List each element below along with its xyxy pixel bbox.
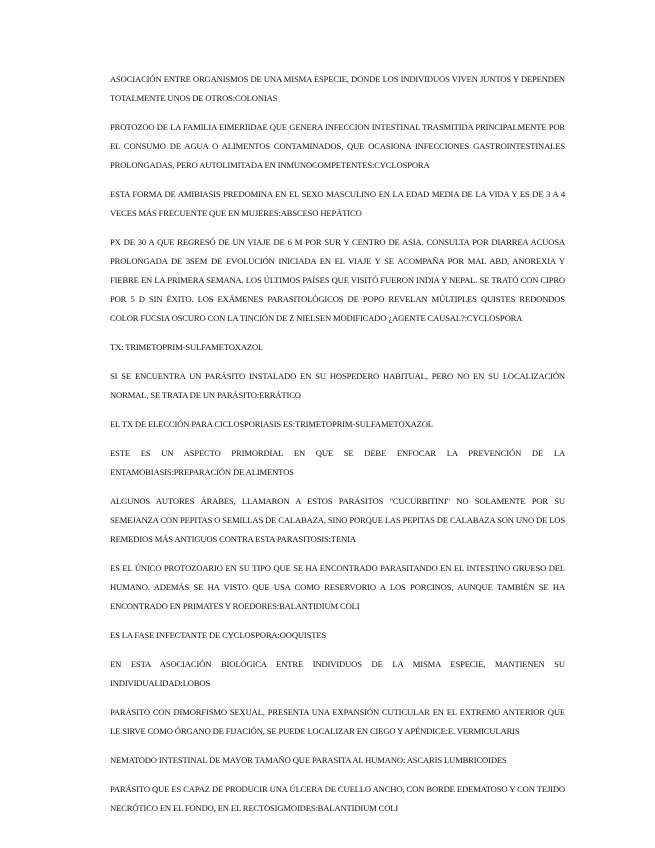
paragraph-prevencion: ESTE ES UN ASPECTO PRIMORDIAL EN QUE SE DEBE ENFOCAR LA PREVENCIÓN DE LA ENTAMOBIASIS:PREPARACIÓN DE ALIMENTOS xyxy=(110,448,565,477)
paragraph-cyclospora-family: PROTOZOO DE LA FAMILIA EIMERIIDAE QUE GENERA INFECCION INTESTINAL TRASMITIDA PRINCIPALMENTE POR EL CONSUMO DE AGUA O ALIMENTOS CONTAMINADOS, QUE OCASIONA INFECCIONES GASTROINTESTINALES PROLONGADAS, PERO AUTOLIMITADA EN INMUNOCOMPETENTES:CYCLOSPORA xyxy=(110,122,565,170)
paragraph-treatment: TX: TRIMETOPRIM-SULFAMETOXAZOL xyxy=(110,342,264,352)
paragraph-clinical-case: PX DE 30 A QUE REGRESÓ DE UN VIAJE DE 6 M POR SUR Y CENTRO DE ASIA. CONSULTA POR DIARREA ACUOSA PROLONGADA DE 3SEM DE EVOLUCIÓN INICIADA EN EL VIAJE Y SE ACOMPAÑA POR MAL ABD, ANOREXIA Y FIEBRE EN LA PRIMERA SEMANA. LOS ÚLTIMOS PAÍSES QUE VISITÓ FUERON INDIA Y NEPAL. SE TRATÓ CON CIPRO POR 5 D SIN ÉXITO. LOS EXÁMENES PARASITOLÓGICOS DE POPO REVELAN MÚLTIPLES QUISTES REDONDOS COLOR FUCSIA OSCURO CON LA TINCIÓN DE Z NIELSEN MODIFICADO ¿AGENTE CAUSAL?:CYCLOSPORA xyxy=(110,237,565,323)
paragraph-ciclosporiasis-tx: EL TX DE ELECCIÓN PARA CICLOSPORIASIS ES:TRIMETOPRIM-SULFAMETOXAZOL xyxy=(110,419,433,429)
paragraph-lobos: EN ESTA ASOCIACIÓN BIOLÓGICA ENTRE INDIVIDUOS DE LA MISMA ESPECIE, MANTIENEN SU INDIVIDUALIDAD:LOBOS xyxy=(110,659,565,688)
paragraph-vermicularis: PARÁSITO CON DIMORFISMO SEXUAL, PRESENTA UNA EXPANSIÓN CUTICULAR EN EL EXTREMO ANTERIOR QUE LE SIRVE COMO ÓRGANO DE FIJACIÓN, SE PUEDE LOCALIZAR EN CIEGO Y APÉNDICE:E. VERMICULARIS xyxy=(110,707,565,736)
paragraph-colonias: ASOCIACIÓN ENTRE ORGANISMOS DE UNA MISMA ESPECIE, DONDE LOS INDIVIDUOS VIVEN JUNTOS Y DEPENDEN TOTALMENTE UNOS DE OTROS:COLONIAS xyxy=(110,74,565,103)
paragraph-tenia: ALGUNOS AUTORES ÁRABES, LLAMARON A ESTOS PARÁSITOS "CUCURBITINI" NO SOLAMENTE POR SU SEMEJANZA CON PEPITAS O SEMILLAS DE CALABAZA, SINO PORQUE LAS PEPITAS DE CALABAZA SON UNO DE LOS REMEDIOS MÁS ANTIGUOS CONTRA ESTA PARASITOSIS:TENIA xyxy=(110,496,565,544)
paragraph-balantidium-ulcera: PARÁSITO QUE ES CAPAZ DE PRODUCIR UNA ÚLCERA DE CUELLO ANCHO, CON BORDE EDEMATOSO Y CON TEJIDO NECRÓTICO EN EL FONDO, EN EL RECTOSIGMOIDES:BALANTIDIUM COLI xyxy=(110,784,565,813)
document-page xyxy=(110,70,565,828)
paragraph-balantidium-reservorio: ES EL ÚNICO PROTOZOARIO EN SU TIPO QUE SE HA ENCONTRADO PARASITANDO EN EL INTESTINO GRUESO DEL HUMANO. ADEMÁS SE HA VISTO QUE USA COMO RESERVORIO A LOS PORCINOS, AUNQUE TAMBIÉN SE HA ENCONTRADO EN PRIMATES Y ROEDORES:BALANTIDIUM COLI xyxy=(110,563,565,611)
paragraph-ooquistes: ES LA FASE INFECTANTE DE CYCLOSPORA:OOQUISTES xyxy=(110,630,327,640)
paragraph-erratico: SI SE ENCUENTRA UN PARÁSITO INSTALADO EN SU HOSPEDERO HABITUAL, PERO NO EN SU LOCALIZACIÓN NORMAL, SE TRATA DE UN PARÁSITO:ERRÁTICO xyxy=(110,371,565,400)
paragraph-absceso-hepatico: ESTA FORMA DE AMIBIASIS PREDOMINA EN EL SEXO MASCULINO EN LA EDAD MEDIA DE LA VIDA Y ES DE 3 A 4 VECES MÁS FRECUENTE QUE EN MUJERES:ABSCESO HEPÁTICO xyxy=(110,189,565,218)
paragraph-ascaris: NEMATODO INTESTINAL DE MAYOR TAMAÑO QUE PARASITA AL HUMANO: ASCARIS LUMBRICOIDES xyxy=(110,755,507,765)
